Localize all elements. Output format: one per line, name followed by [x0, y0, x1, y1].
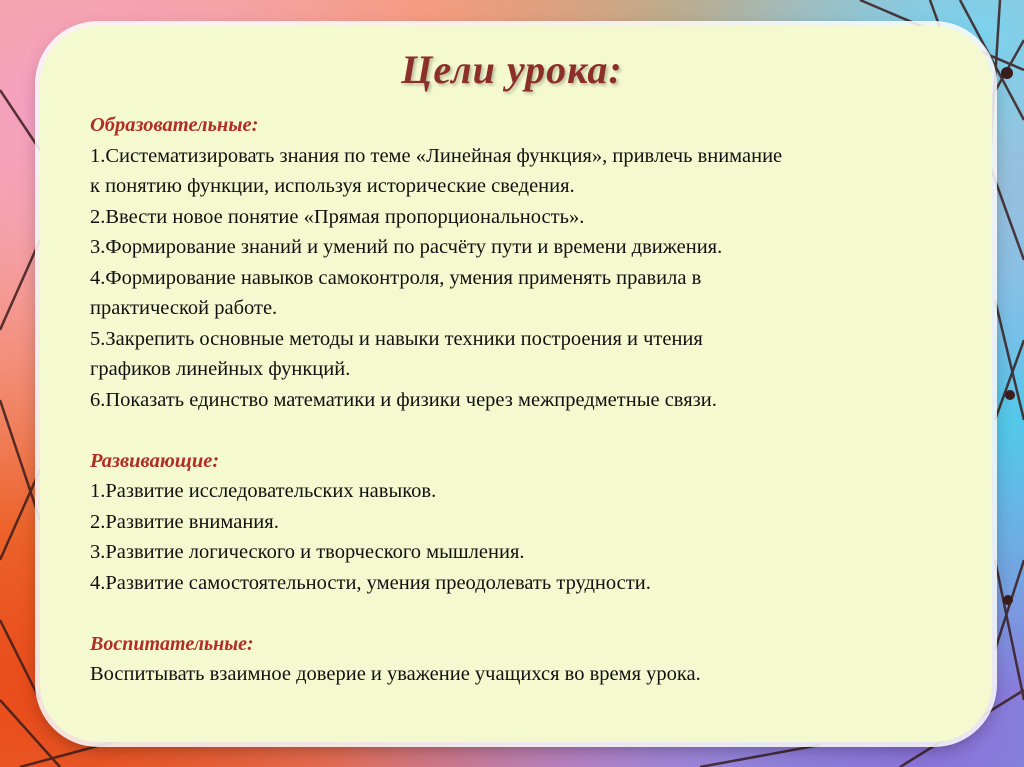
educational-line: 5.Закрепить основные методы и навыки техники построения и чтения — [90, 327, 703, 350]
developmental-line: 2.Развитие внимания. — [90, 510, 279, 533]
upbringing-heading: Воспитательные: — [90, 632, 254, 655]
educational-line: к понятию функции, используя исторические сведения. — [90, 175, 575, 197]
developmental-line: 3.Развитие логического и творческого мышления. — [90, 541, 525, 563]
developmental-line: 4.Развитие самостоятельности, умения преодолевать трудности. — [90, 571, 651, 594]
goals-content — [90, 110, 970, 690]
educational-line: 6.Показать единство математики и физики через межпредметные связи. — [90, 388, 717, 411]
educational-line: 3.Формирование знаний и умений по расчёту пути и времени движения. — [90, 236, 723, 258]
educational-line: 1.Систематизировать знания по теме «Линейная функция», привлечь внимание — [90, 144, 783, 167]
section-spacer — [90, 415, 970, 446]
educational-line: 4.Формирование навыков самоконтроля, умения применять правила в — [90, 266, 702, 289]
slide-title: Цели урока: — [401, 47, 623, 92]
educational-line: практической работе. — [90, 297, 278, 319]
educational-line: 2.Ввести новое понятие «Прямая пропорциональность». — [90, 205, 585, 228]
upbringing-line: Воспитывать взаимное доверие и уважение учащихся во время урока. — [90, 663, 701, 685]
developmental-heading: Развивающие: — [90, 449, 220, 472]
developmental-line: 1.Развитие исследовательских навыков. — [90, 480, 437, 502]
educational-line: графиков линейных функций. — [90, 358, 351, 380]
educational-heading: Образовательные: — [90, 114, 259, 136]
section-spacer — [90, 598, 970, 629]
